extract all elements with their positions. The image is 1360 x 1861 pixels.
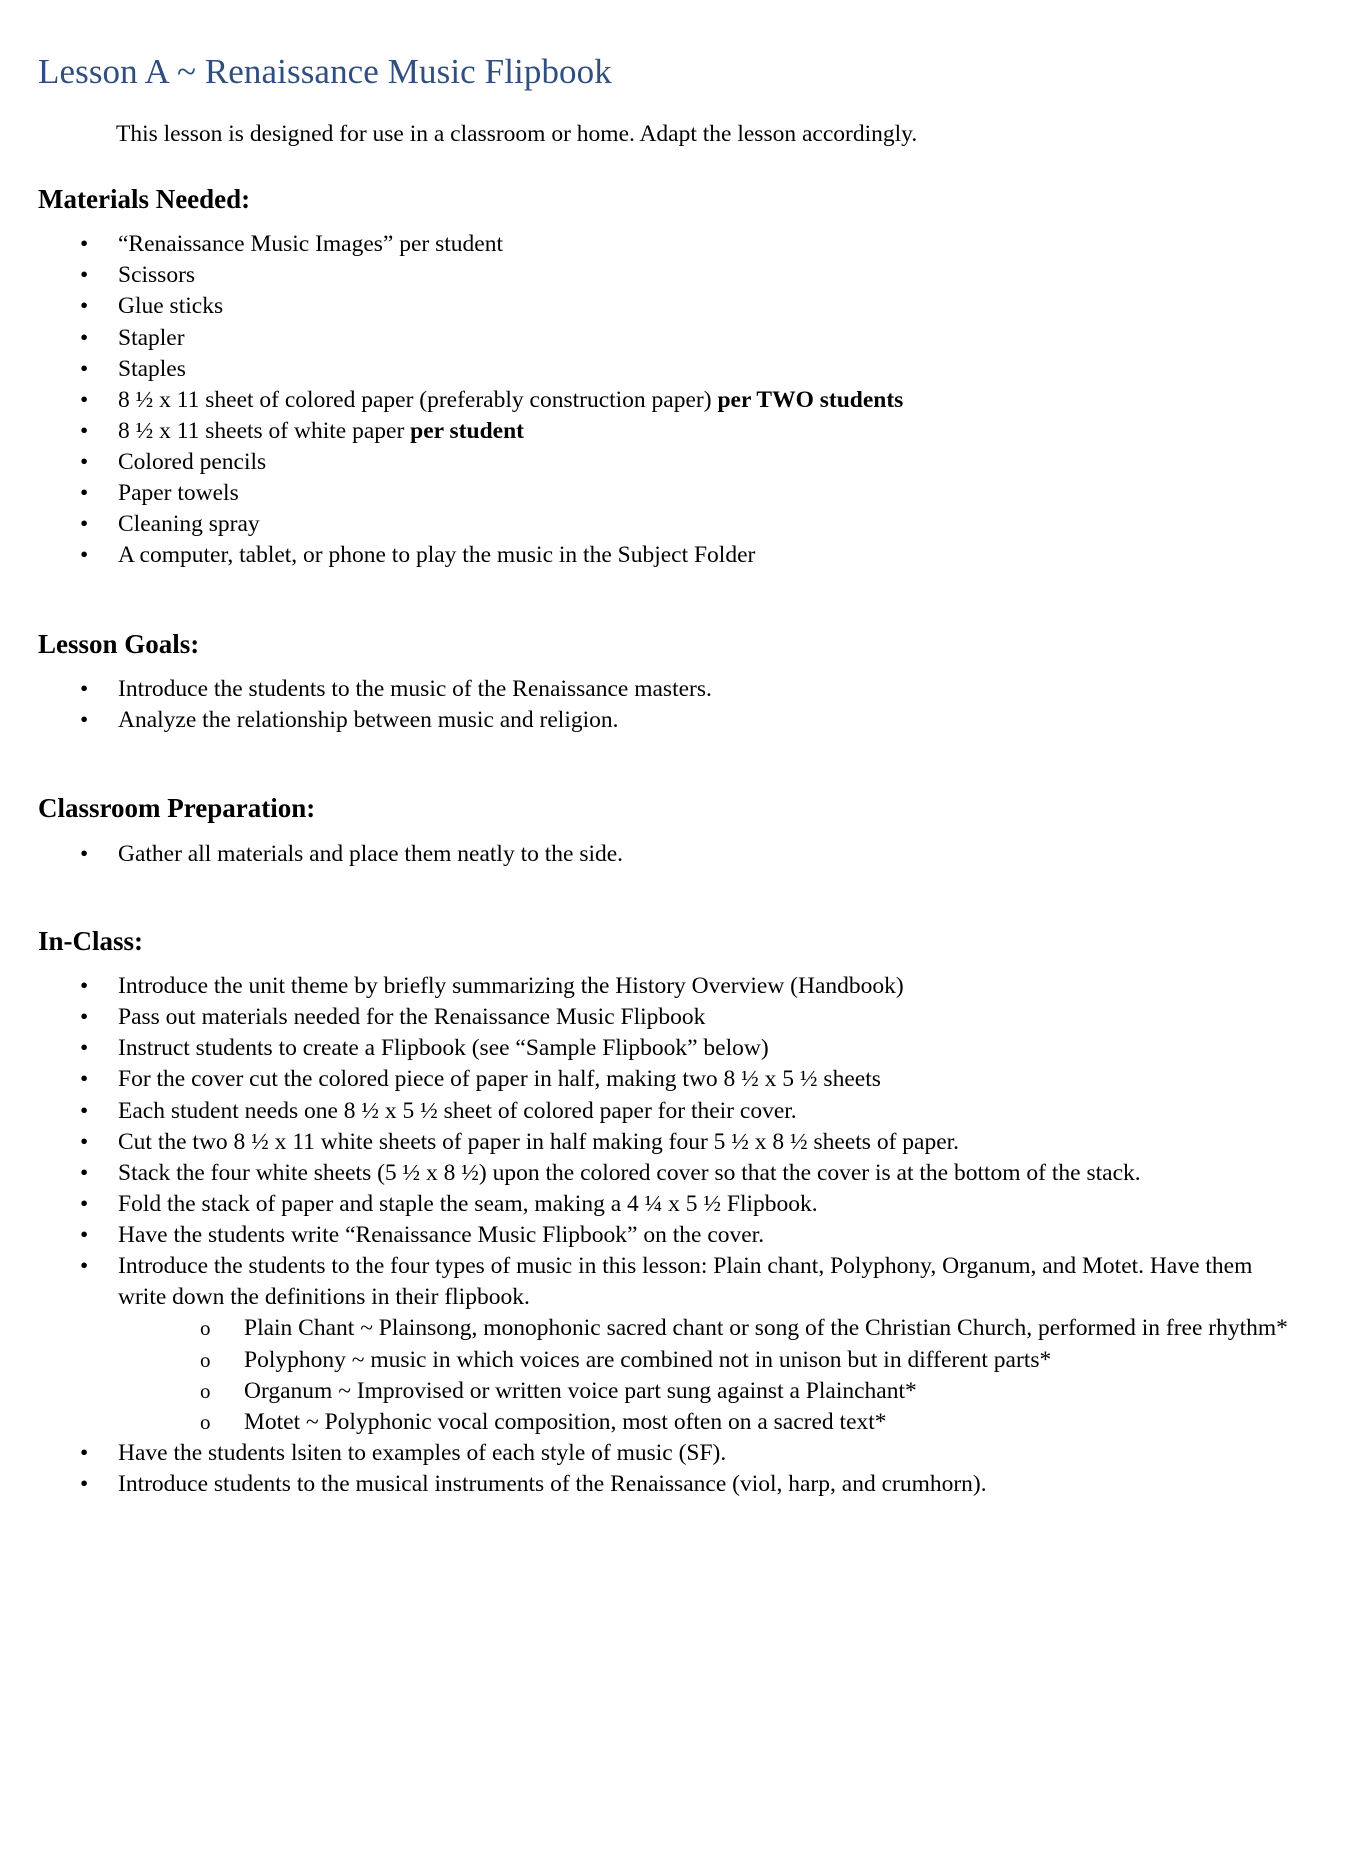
list-item-label: Stack the four white sheets (5 ½ x 8 ½) upon the colored cover so that the cover is at the bottom of the stack. (118, 1159, 1141, 1186)
list-item-label: Fold the stack of paper and staple the seam, making a 4 ¼ x 5 ½ Flipbook. (118, 1190, 818, 1217)
bullet-icon: • (80, 1159, 89, 1186)
bullet-icon: • (80, 1097, 89, 1124)
bullet-icon: • (80, 231, 89, 258)
list-item (78, 839, 1300, 870)
list-item-label: Introduce the unit theme by briefly summarizing the History Overview (Handbook) (118, 973, 904, 1000)
list-item (78, 416, 1300, 447)
section-heading-classroom-preparation: Classroom Preparation: (38, 793, 316, 824)
list-item-label: Scissors (118, 262, 196, 289)
bullet-icon: • (80, 1471, 89, 1498)
list-item (78, 540, 1300, 571)
sub-bullet-icon: o (200, 1378, 211, 1403)
bullet-icon: • (80, 1253, 89, 1280)
sub-list-item-label: Polyphony ~ music in which voices are combined not in unison but in different parts* (244, 1346, 1052, 1373)
list-item (78, 385, 1300, 416)
list-item (78, 1469, 1300, 1500)
sub-list (198, 1313, 1300, 1438)
list-item-label: Introduce the students to the music of the Renaissance masters. (118, 675, 712, 702)
list-item (78, 1064, 1300, 1095)
section-heading-in-class: In-Class: (38, 925, 144, 956)
list-item-label: Introduce students to the musical instruments of the Renaissance (viol, harp, and crumhorn). (118, 1471, 987, 1498)
list-item-label: Cleaning spray (118, 511, 260, 538)
section-heading-materials: Materials Needed: (38, 183, 251, 214)
bullet-icon: • (80, 1190, 89, 1217)
intro-paragraph: This lesson is designed for use in a classroom or home. Adapt the lesson accordingly. (116, 121, 918, 148)
bullet-icon: • (80, 1222, 89, 1249)
list-item (78, 1096, 1300, 1127)
bullet-icon: • (80, 542, 89, 569)
list-item-label: Glue sticks (118, 293, 224, 320)
list-item-label: Analyze the relationship between music and religion. (118, 707, 619, 734)
sub-list-item (198, 1407, 1300, 1438)
list-item-label: 8 ½ x 11 sheets of white paper (118, 417, 411, 444)
list-item-label: Staples (118, 355, 186, 382)
materials-list (78, 229, 1300, 571)
list-item (78, 354, 1300, 385)
page-title: Lesson A ~ Renaissance Music Flipbook (38, 52, 612, 91)
list-item (78, 674, 1300, 705)
bullet-icon: • (80, 1439, 89, 1466)
list-item (78, 1158, 1300, 1189)
list-item (78, 705, 1300, 736)
list-item-label: Pass out materials needed for the Renaissance Music Flipbook (118, 1004, 706, 1031)
list-item (78, 1251, 1300, 1438)
list-item-label: For the cover cut the colored piece of paper in half, making two 8 ½ x 5 ½ sheets (118, 1066, 881, 1093)
bullet-icon: • (80, 449, 89, 476)
list-item (78, 971, 1300, 1002)
bullet-icon: • (80, 293, 89, 320)
list-item (78, 509, 1300, 540)
bullet-icon: • (80, 973, 89, 1000)
bullet-icon: • (80, 262, 89, 289)
list-item (78, 1127, 1300, 1158)
list-item-label: “Renaissance Music Images” per student (118, 231, 504, 258)
sub-list-item (198, 1345, 1300, 1376)
lesson-goals-list (78, 674, 1300, 736)
sub-list-item-label: Plain Chant ~ Plainsong, monophonic sacred chant or song of the Christian Church, performed in free rhythm* (244, 1315, 1288, 1342)
list-item-label: Introduce the students to the four types of music in this lesson: Plain chant, Polyphony, Organum, and Motet. Have them write down the definitions in their flipbook. (118, 1253, 1253, 1311)
list-item (78, 291, 1300, 322)
list-item-label: Each student needs one 8 ½ x 5 ½ sheet of colored paper for their cover. (118, 1097, 797, 1124)
sub-list-item (198, 1376, 1300, 1407)
list-item-emphasis: per TWO students (717, 386, 904, 413)
list-item (78, 229, 1300, 260)
bullet-icon: • (80, 1004, 89, 1031)
list-item-label: Stapler (118, 324, 185, 351)
section-heading-lesson-goals: Lesson Goals: (38, 628, 200, 659)
sub-list-item-label: Organum ~ Improvised or written voice part sung against a Plainchant* (244, 1377, 917, 1404)
sub-list-item (198, 1313, 1300, 1344)
list-item (78, 1033, 1300, 1064)
list-item (78, 478, 1300, 509)
bullet-icon: • (80, 840, 89, 867)
bullet-icon: • (80, 355, 89, 382)
bullet-icon: • (80, 417, 89, 444)
bullet-icon: • (80, 1128, 89, 1155)
list-item-label: A computer, tablet, or phone to play the music in the Subject Folder (118, 542, 756, 569)
list-item-emphasis: per student (410, 417, 524, 444)
sub-bullet-icon: o (200, 1409, 211, 1434)
bullet-icon: • (80, 324, 89, 351)
list-item-label: Gather all materials and place them neatly to the side. (118, 840, 624, 867)
list-item (78, 323, 1300, 354)
bullet-icon: • (80, 1035, 89, 1062)
bullet-icon: • (80, 480, 89, 507)
bullet-icon: • (80, 707, 89, 734)
list-item (78, 1189, 1300, 1220)
list-item (78, 260, 1300, 291)
list-item-label: Colored pencils (118, 449, 267, 476)
bullet-icon: • (80, 1066, 89, 1093)
bullet-icon: • (80, 386, 89, 413)
classroom-preparation-list (78, 839, 1300, 870)
bullet-icon: • (80, 511, 89, 538)
list-item-label: Instruct students to create a Flipbook (see “Sample Flipbook” below) (118, 1035, 769, 1062)
list-item (78, 1438, 1300, 1469)
sub-bullet-icon: o (200, 1316, 211, 1341)
list-item-label: Cut the two 8 ½ x 11 white sheets of paper in half making four 5 ½ x 8 ½ sheets of paper. (118, 1128, 960, 1155)
list-item-label: Paper towels (118, 480, 239, 507)
bullet-icon: • (80, 675, 89, 702)
sub-list-item-label: Motet ~ Polyphonic vocal composition, most often on a sacred text* (244, 1408, 887, 1435)
list-item (78, 1220, 1300, 1251)
list-item-label: Have the students lsiten to examples of each style of music (SF). (118, 1439, 727, 1466)
list-item-label: 8 ½ x 11 sheet of colored paper (preferably construction paper) (118, 386, 718, 413)
list-item (78, 1002, 1300, 1033)
list-item (78, 447, 1300, 478)
sub-bullet-icon: o (200, 1347, 211, 1372)
list-item-label: Have the students write “Renaissance Music Flipbook” on the cover. (118, 1222, 765, 1249)
in-class-list (78, 971, 1300, 1500)
